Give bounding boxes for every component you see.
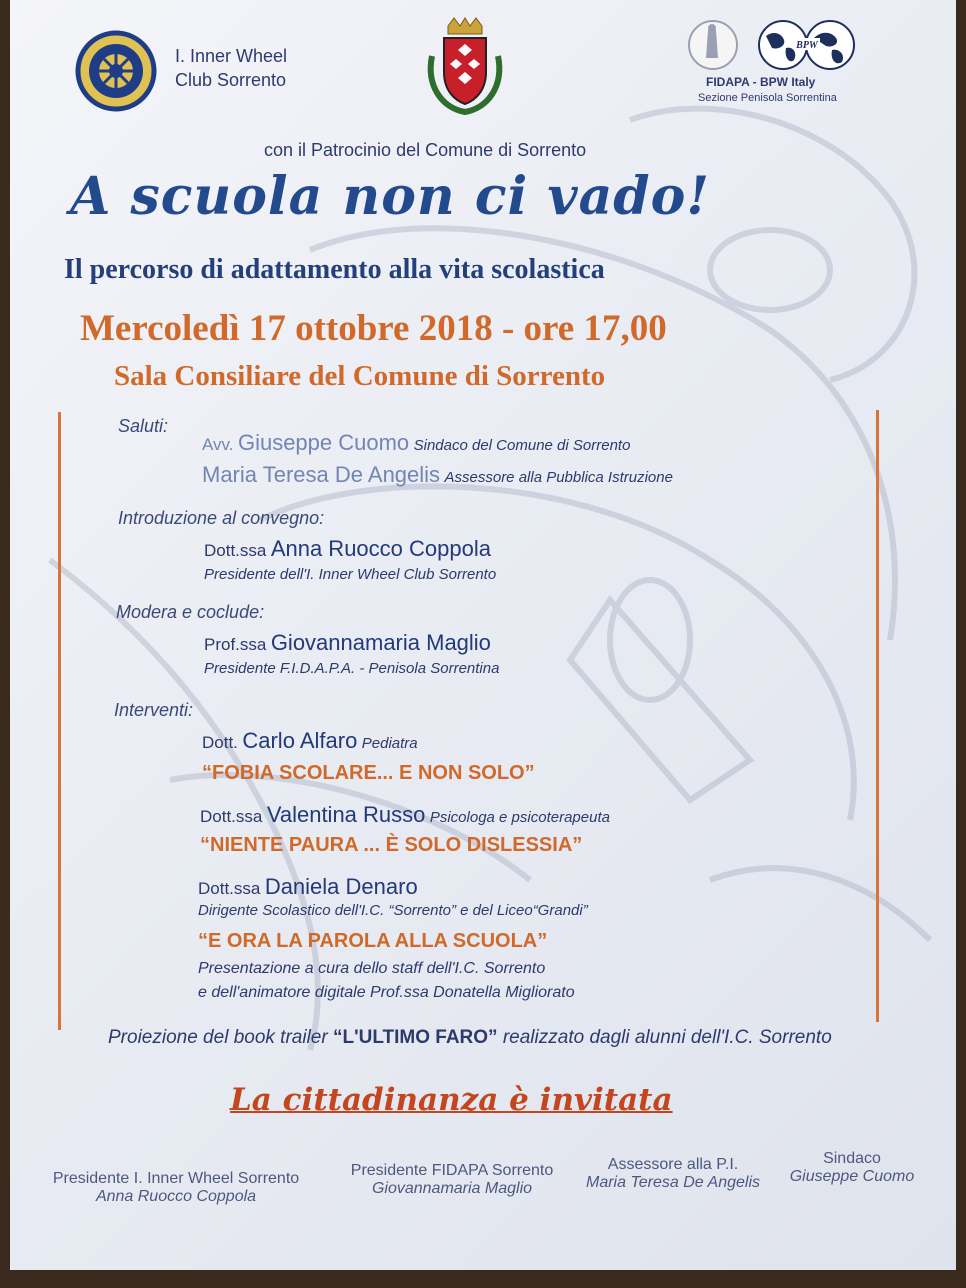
signature-name: Giuseppe Cuomo: [789, 1168, 915, 1185]
speaker-name: Carlo Alfaro: [242, 728, 358, 753]
speaker-russo: [200, 802, 610, 828]
section-introduzione-label: Introduzione al convegno:: [118, 508, 325, 528]
speaker-title: Avv.: [202, 435, 234, 454]
bpw-logo-text: BPW: [796, 40, 818, 51]
speaker-name: Giuseppe Cuomo: [237, 430, 410, 455]
speaker-role: Presidente dell'I. Inner Wheel Club Sorrento: [204, 566, 497, 583]
speaker-name: Maria Teresa De Angelis: [202, 462, 441, 487]
right-border-line: [876, 410, 879, 1022]
signature-fidapa: [332, 1162, 572, 1198]
patronage-line: con il Patrocinio del Comune di Sorrento: [264, 140, 587, 160]
signature-inner-wheel: [36, 1170, 316, 1206]
signature-role: Presidente FIDAPA Sorrento: [350, 1162, 554, 1179]
speaker-role: Pediatra: [361, 735, 418, 752]
speaker-coppola: [204, 536, 491, 562]
speaker-title: Dott.ssa: [204, 541, 267, 560]
signature-role: Sindaco: [823, 1150, 881, 1167]
signature-sindaco: [782, 1150, 922, 1186]
bpw-globe-icon: [759, 21, 854, 69]
club-name: [175, 44, 287, 92]
talk-title: “E ORA LA PAROLA ALLA SCUOLA”: [198, 930, 548, 952]
speaker-alfaro: [202, 728, 418, 754]
inner-wheel-logo-icon: [68, 30, 166, 112]
event-date: Mercoledì 17 ottobre 2018 - ore 17,00: [80, 308, 667, 349]
fidapa-title: FIDAPA - BPW Italy: [706, 75, 816, 89]
talk-title: “NIENTE PAURA ... È SOLO DISLESSIA”: [200, 834, 583, 856]
projection-line: [108, 1027, 832, 1049]
speaker-name: Giovannamaria Maglio: [270, 630, 491, 655]
speaker-title: Dott.: [202, 733, 238, 752]
speaker-role: Presidente F.I.D.A.P.A. - Penisola Sorrentina: [204, 660, 500, 677]
speaker-name: Daniela Denaro: [264, 874, 418, 899]
section-modera-label: Modera e coclude:: [116, 602, 265, 622]
sorrento-crest-icon: [422, 16, 508, 116]
speaker-maglio: [204, 630, 491, 656]
speaker-role: Dirigente Scolastico dell'I.C. “Sorrento” e del Liceo“Grandi”: [198, 902, 588, 919]
fidapa-subtitle: Sezione Penisola Sorrentina: [698, 92, 837, 104]
signature-role: Presidente I. Inner Wheel Sorrento: [52, 1170, 300, 1187]
speaker-role: Psicologa e psicoterapeuta: [429, 809, 610, 826]
club-line-2: Club Sorrento: [175, 70, 287, 90]
speaker-title: Dott.ssa: [200, 807, 263, 826]
talk-note: Presentazione a cura dello staff dell'I.C. Sorrento: [198, 960, 546, 977]
event-venue: Sala Consiliare del Comune di Sorrento: [114, 360, 606, 392]
signature-name: Anna Ruocco Coppola: [95, 1188, 257, 1205]
speaker-title: Prof.ssa: [204, 635, 267, 654]
speaker-denaro: [198, 874, 418, 900]
left-border-line: [58, 412, 61, 1030]
speaker-title: Dott.ssa: [198, 879, 261, 898]
speaker-role: Sindaco del Comune di Sorrento: [413, 437, 631, 454]
speaker-name: Valentina Russo: [266, 802, 426, 827]
projection-text: realizzato dagli alunni dell'I.C. Sorrento: [502, 1027, 832, 1048]
projection-title: “L'ULTIMO FARO”: [332, 1027, 498, 1048]
fidapa-logo-icon: [686, 18, 856, 74]
signature-name: Giovannamaria Maglio: [371, 1180, 533, 1197]
talk-note: e dell'animatore digitale Prof.ssa Donatella Migliorato: [198, 984, 575, 1001]
speaker-de-angelis: [202, 462, 673, 488]
signature-role: Assessore alla P.I.: [607, 1156, 739, 1173]
invitation-line: La cittadinanza è invitata: [230, 1082, 673, 1118]
event-subtitle: Il percorso di adattamento alla vita scolastica: [64, 254, 605, 285]
section-interventi-label: Interventi:: [114, 700, 194, 720]
club-line-1: I. Inner Wheel: [175, 46, 288, 66]
event-title: A scuola non ci vado!: [70, 166, 711, 227]
speaker-cuomo: [202, 430, 630, 456]
signature-name: Maria Teresa De Angelis: [585, 1174, 760, 1191]
signature-assessore: [578, 1156, 768, 1192]
projection-text: Proiezione del book trailer: [108, 1027, 328, 1048]
speaker-role: Assessore alla Pubblica Istruzione: [444, 469, 673, 486]
poster: [10, 0, 956, 1270]
speaker-name: Anna Ruocco Coppola: [270, 536, 491, 561]
talk-title: “FOBIA SCOLARE... E NON SOLO”: [202, 762, 535, 784]
section-saluti-label: Saluti:: [118, 416, 169, 436]
